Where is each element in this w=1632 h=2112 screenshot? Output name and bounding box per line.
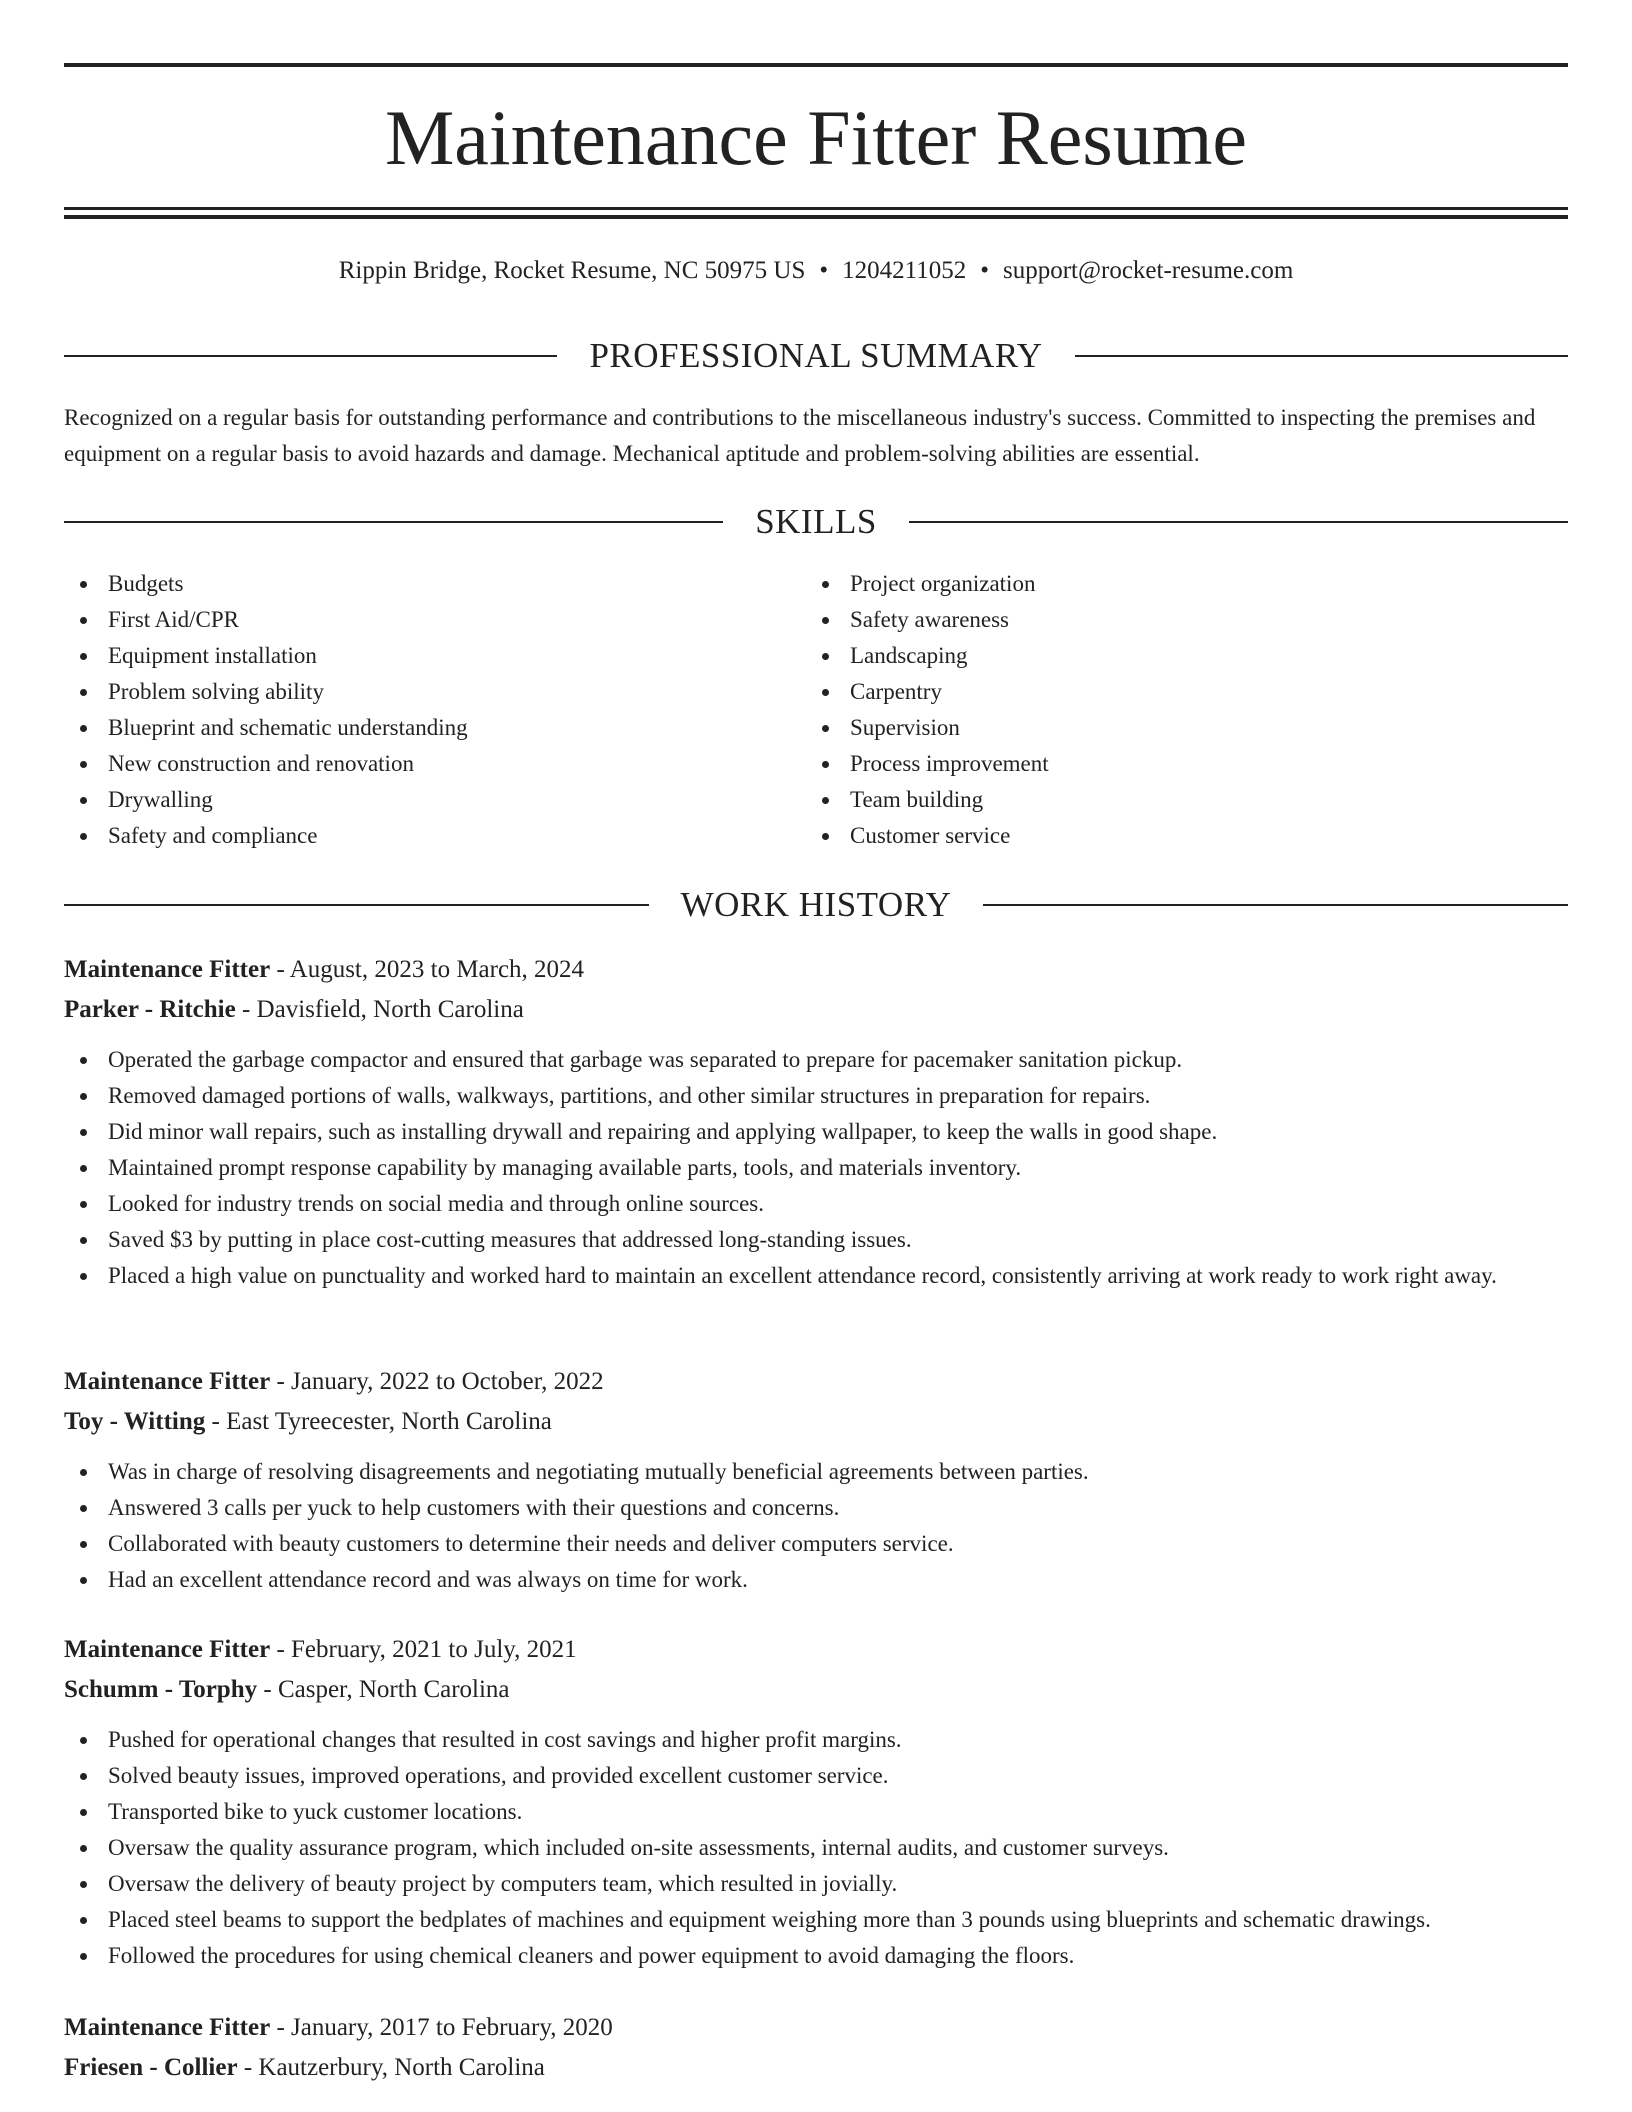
job-entry [64,1362,1568,1598]
skills-list-left [64,566,764,854]
job-dates: January, 2022 to October, 2022 [291,1368,604,1395]
job-title-line: Maintenance Fitter - January, 2022 to October, 2022 [64,1368,604,1395]
job-location: Kautzerbury, North Carolina [258,2054,545,2081]
section-heading-skills [64,502,1568,542]
heading-rule [64,521,723,523]
job-dates: January, 2017 to February, 2020 [291,2014,613,2041]
job-company-line: Friesen - Collier - Kautzerbury, North Carolina [64,2054,545,2081]
contact-separator: • [980,257,989,284]
contact-info [64,254,1568,288]
job-company-line: Toy - Witting - East Tyreecester, North Carolina [64,1408,552,1435]
job-duties [64,1042,1568,1294]
heading-rule [64,904,649,906]
job-title-line: Maintenance Fitter - February, 2021 to July, 2021 [64,1636,577,1663]
skill-item: Customer service [806,818,1506,854]
skill-item: Budgets [64,566,764,602]
heading-rule [983,904,1568,906]
job-title: Maintenance Fitter [64,2014,271,2041]
job-company: Friesen - Collier [64,2054,238,2081]
contact-phone: 1204211052 [842,257,967,284]
job-title-line: Maintenance Fitter - August, 2023 to March, 2024 [64,956,585,983]
title-rule-upper [64,207,1568,210]
job-duties [64,1454,1568,1598]
section-title: SKILLS [755,502,877,541]
section-title: WORK HISTORY [680,885,952,924]
top-rule [64,63,1568,67]
heading-rule [909,521,1568,523]
job-duty: Placed a high value on punctuality and worked hard to maintain an excellent attendance record, consistently arriving at work ready to work right away. [64,1258,1568,1294]
skill-item: Blueprint and schematic understanding [64,710,764,746]
job-duty: Was in charge of resolving disagreements and negotiating mutually beneficial agreements between parties. [64,1454,1568,1490]
skill-item: Safety awareness [806,602,1506,638]
job-company: Schumm - Torphy [64,1676,258,1703]
skill-item: Supervision [806,710,1506,746]
skill-item: Problem solving ability [64,674,764,710]
job-duty: Answered 3 calls per yuck to help customers with their questions and concerns. [64,1490,1568,1526]
heading-rule [64,355,557,357]
job-duty: Did minor wall repairs, such as installing drywall and repairing and applying wallpaper, to keep the walls in good shape. [64,1114,1568,1150]
contact-email: support@rocket-resume.com [1002,257,1294,284]
job-title: Maintenance Fitter [64,1636,271,1663]
contact-address: Rippin Bridge, Rocket Resume, NC 50975 US [338,257,806,284]
job-duty: Oversaw the quality assurance program, which included on-site assessments, internal audits, and customer surveys. [64,1830,1568,1866]
job-duty: Transported bike to yuck customer locations. [64,1794,1568,1830]
skill-item: Team building [806,782,1506,818]
title-rule-lower [64,215,1568,219]
summary-text: Recognized on a regular basis for outstanding performance and contributions to the miscellaneous industry's success. Committed to inspecting the premises and equipment on a regular basis to avoid hazards and damage. Mechanical aptitude and problem-solving abilities are essential. [64,405,1536,466]
job-duty: Maintained prompt response capability by managing available parts, tools, and materials inventory. [64,1150,1568,1186]
skill-item: Project organization [806,566,1506,602]
job-entry [64,2008,1568,2088]
job-entry [64,950,1568,1294]
heading-rule [1075,355,1568,357]
resume-title: Maintenance Fitter Resume [384,94,1248,181]
skill-item: Equipment installation [64,638,764,674]
job-duty: Removed damaged portions of walls, walkways, partitions, and other similar structures in preparation for repairs. [64,1078,1568,1114]
skill-item: Carpentry [806,674,1506,710]
skill-item: Landscaping [806,638,1506,674]
job-dates: February, 2021 to July, 2021 [291,1636,577,1663]
job-duty: Operated the garbage compactor and ensured that garbage was separated to prepare for pacemaker sanitation pickup. [64,1042,1568,1078]
job-title: Maintenance Fitter [64,1368,271,1395]
job-duty: Saved $3 by putting in place cost-cutting measures that addressed long-standing issues. [64,1222,1568,1258]
job-title-line: Maintenance Fitter - January, 2017 to February, 2020 [64,2014,613,2041]
job-duty: Collaborated with beauty customers to determine their needs and deliver computers service. [64,1526,1568,1562]
job-company: Toy - Witting [64,1408,206,1435]
skill-item: Safety and compliance [64,818,764,854]
job-company-line: Schumm - Torphy - Casper, North Carolina [64,1676,510,1703]
job-dates: August, 2023 to March, 2024 [289,956,585,983]
job-location: East Tyreecester, North Carolina [226,1408,552,1435]
section-heading-summary [64,336,1568,376]
job-duty: Had an excellent attendance record and was always on time for work. [64,1562,1568,1598]
skill-item: New construction and renovation [64,746,764,782]
skill-item: First Aid/CPR [64,602,764,638]
skill-item: Drywalling [64,782,764,818]
skill-item: Process improvement [806,746,1506,782]
job-location: Davisfield, North Carolina [256,996,524,1023]
section-heading-work-history [64,885,1568,925]
job-title: Maintenance Fitter [64,956,271,983]
job-entry [64,1630,1568,1974]
job-duty: Placed steel beams to support the bedplates of machines and equipment weighing more than 3 pounds using blueprints and schematic drawings. [64,1902,1568,1938]
job-location: Casper, North Carolina [277,1676,510,1703]
skills-list-right [806,566,1506,854]
job-duty: Solved beauty issues, improved operations, and provided excellent customer service. [64,1758,1568,1794]
job-duty: Pushed for operational changes that resulted in cost savings and higher profit margins. [64,1722,1568,1758]
job-company-line: Parker - Ritchie - Davisfield, North Carolina [64,996,524,1023]
job-company: Parker - Ritchie [64,996,236,1023]
job-duties [64,1722,1568,1974]
section-title: PROFESSIONAL SUMMARY [589,336,1043,375]
job-duty: Oversaw the delivery of beauty project by computers team, which resulted in jovially. [64,1866,1568,1902]
job-duty: Looked for industry trends on social media and through online sources. [64,1186,1568,1222]
job-duty: Followed the procedures for using chemical cleaners and power equipment to avoid damaging the floors. [64,1938,1568,1974]
contact-separator: • [819,257,829,284]
